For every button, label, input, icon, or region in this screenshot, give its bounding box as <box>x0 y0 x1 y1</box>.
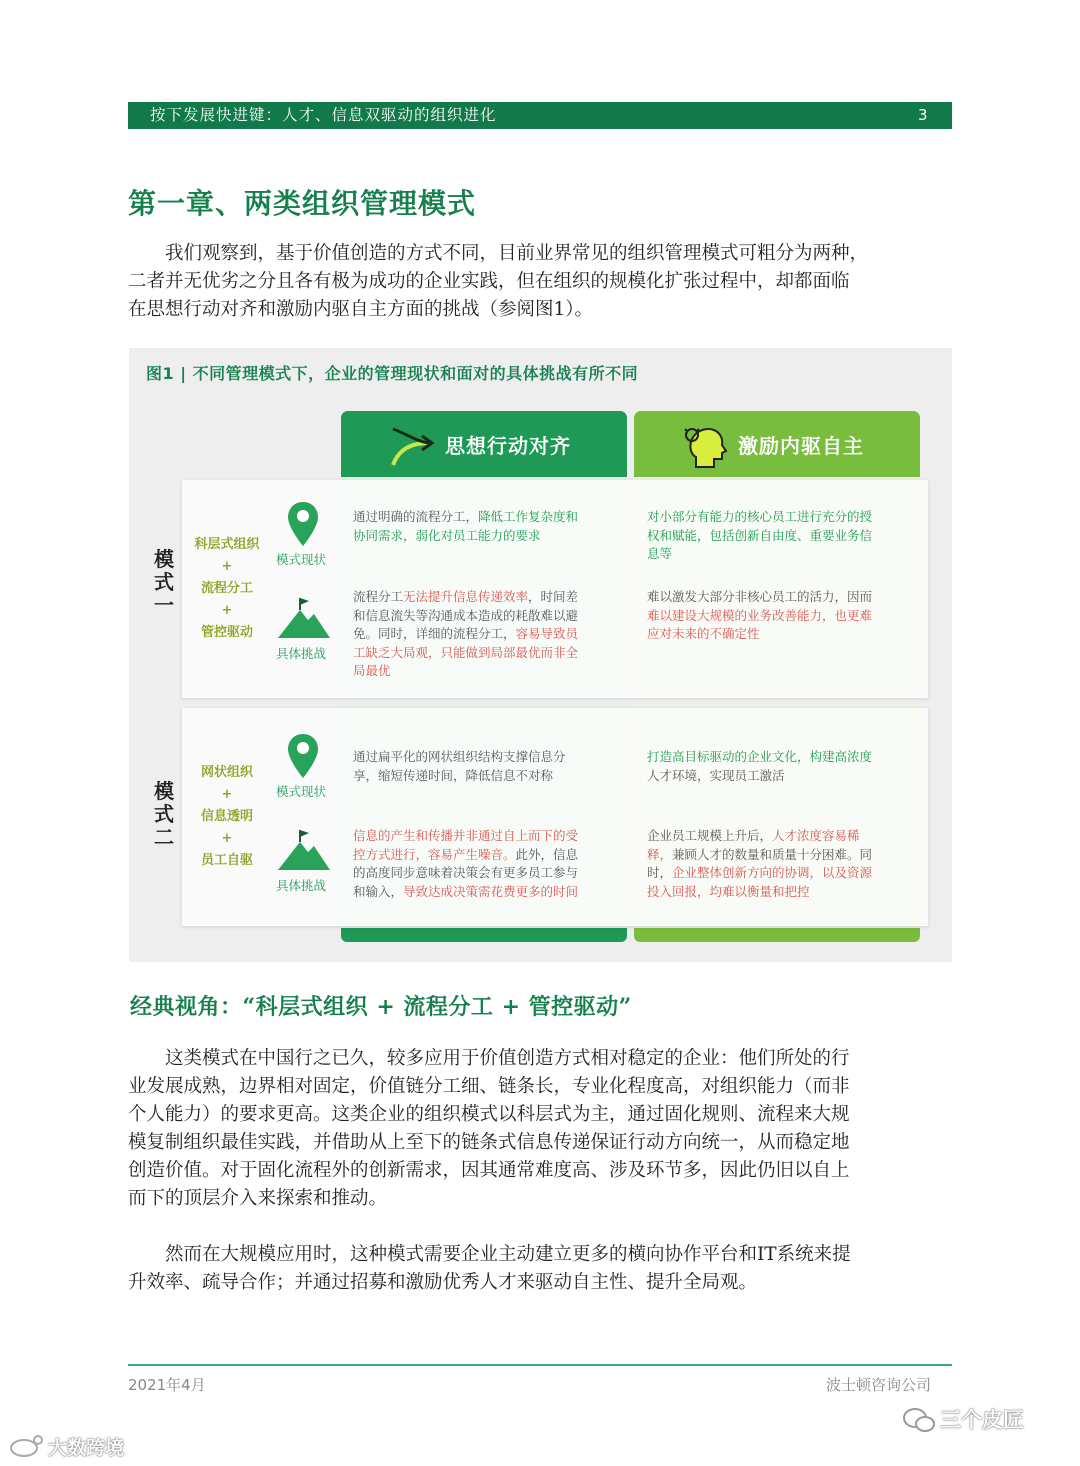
column-footer <box>341 928 627 942</box>
cell-m2-motivation-challenge <box>647 827 909 901</box>
column-footer <box>634 928 920 942</box>
body-paragraph-2 <box>128 1241 952 1297</box>
cell-text: 和信息流失等沟通成本造成的耗散难以避 <box>353 607 579 623</box>
mountain-flag-icon <box>276 828 332 872</box>
text-line: 业发展成熟，边界相对固定，价值链分工细、链条长，专业化程度高，对组织能力（而非 <box>128 1076 850 1097</box>
watermark-sangepijiang: 三个皮匠 <box>940 1408 1024 1432</box>
stack-item: 信息透明 <box>200 809 253 824</box>
cell-highlight: 无法提升信息传递效率 <box>403 589 529 604</box>
cell-highlight: 容易导致员 <box>515 626 579 641</box>
cell-highlight: 导致达成决策需花费更多的时间 <box>403 883 579 899</box>
mode-char: 模 <box>154 547 174 571</box>
cell-highlight: 信息的产生和传播并非通过自上而下的受 <box>353 828 579 843</box>
stack-item: 流程分工 <box>200 581 253 596</box>
cell-text: ，时间差 <box>528 589 579 604</box>
location-pin-icon <box>286 500 320 548</box>
plus-sign: + <box>221 559 233 574</box>
header-title: 按下发展快进键：人才、信息双驱动的组织进化 <box>150 106 497 124</box>
text-line: 这类模式在中国行之已久，较多应用于价值创造方式相对稳定的企业：他们所处的行 <box>165 1048 850 1069</box>
page-number: 3 <box>918 106 928 124</box>
cell-text: 息等 <box>647 546 673 561</box>
cell-text: 对小部分有能力的核心员工进行充分的授 <box>647 509 873 524</box>
status-label: 模式现状 <box>276 784 327 799</box>
stack-item: 网状组织 <box>200 765 253 780</box>
column-header-alignment <box>341 411 627 477</box>
arrow-curve-icon <box>389 423 437 467</box>
challenge-label: 具体挑战 <box>276 878 327 893</box>
chapter-title: 第一章、两类组织管理模式 <box>128 187 477 220</box>
mode-char: 一 <box>154 593 174 617</box>
cell-text: 享，缩短传递时间，降低信息不对称 <box>353 767 554 783</box>
mode2-stack <box>182 762 272 872</box>
column-header-label: 激励内驱自主 <box>738 434 864 458</box>
cell-text: 通过明确的流程分工， <box>353 509 479 524</box>
cell-highlight: 降低工作复杂度和 <box>478 509 579 524</box>
intro-paragraph <box>128 240 952 324</box>
column-header-label: 思想行动对齐 <box>445 434 571 458</box>
cell-m1-alignment-challenge <box>353 588 615 681</box>
cell-highlight: 人才浓度容易稀 <box>772 828 860 843</box>
cell-text: 难以激发大部分非核心员工的活力，因而 <box>647 589 873 604</box>
watermark-dashukuajing: 大数跨境 <box>48 1437 125 1459</box>
head-gear-icon <box>682 421 730 471</box>
stack-item: 科层式组织 <box>194 537 260 552</box>
mode2-label <box>152 780 176 849</box>
cell-highlight: 释， <box>647 846 673 862</box>
cell-text: 流程分工 <box>353 589 404 604</box>
cell-m2-motivation-status <box>647 748 909 785</box>
text-line: 个人能力）的要求更高。这类企业的组织模式以科层式为主，通过固化规则、流程来大规 <box>128 1104 850 1125</box>
mode1-stack <box>182 534 272 644</box>
text-line: 我们观察到，基于价值创造的方式不同，目前业界常见的组织管理模式可粗分为两种， <box>165 243 869 264</box>
status-label: 模式现状 <box>276 552 327 567</box>
cell-text: 和输入， <box>353 883 404 899</box>
text-line: 二者并无优劣之分且各有极为成功的企业实践，但在组织的规模化扩张过程中，却都面临 <box>128 271 850 292</box>
text-line: 升效率、疏导合作；并通过招募和激励优秀人才来驱动自主性、提升全局观。 <box>128 1272 758 1293</box>
cell-highlight: 局最优 <box>353 663 391 678</box>
cell-text: 人才环境，实现员工激活 <box>647 767 785 783</box>
mode-char: 式 <box>154 802 174 826</box>
cell-m2-alignment-status <box>353 748 615 785</box>
text-line: 然而在大规模应用时，这种模式需要企业主动建立更多的横向协作平台和IT系统来提 <box>165 1244 851 1265</box>
cell-text: 通过扁平化的网状组织结构支撑信息分 <box>353 749 566 764</box>
mountain-flag-icon <box>276 596 332 640</box>
text-line: 创造价值。对于固化流程外的创新需求，因其通常难度高、涉及环节多，因此仍旧以自上 <box>128 1160 850 1181</box>
location-pin-icon <box>286 732 320 780</box>
cell-text: 企业员工规模上升后， <box>647 828 773 843</box>
cell-highlight: 应对未来的不确定性 <box>647 626 760 641</box>
stack-item: 员工自驱 <box>200 853 253 868</box>
plus-sign: + <box>221 831 233 846</box>
mode-char: 二 <box>154 825 174 849</box>
cell-text: 兼顾人才的数量和质量十分困难。同 <box>672 846 873 862</box>
challenge-label: 具体挑战 <box>276 646 327 661</box>
cell-text: 的高度同步意味着决策会有更多员工参与 <box>353 865 579 880</box>
stack-item: 管控驱动 <box>200 625 253 640</box>
cell-m1-motivation-challenge <box>647 588 909 644</box>
figure-caption: 图1 | 不同管理模式下，企业的管理现状和面对的具体挑战有所不同 <box>146 364 639 383</box>
weibo-icon <box>8 1434 48 1458</box>
cell-highlight: 难以建设大规模的业务改善能力，也更难 <box>647 607 873 623</box>
cell-text: 时， <box>647 865 673 880</box>
mode-char: 式 <box>154 570 174 594</box>
section-title: 经典视角：“科层式组织 + 流程分工 + 管控驱动” <box>130 994 632 1020</box>
mode1-label <box>152 548 176 617</box>
body-paragraph-1 <box>128 1045 952 1213</box>
footer-date: 2021年4月 <box>128 1376 206 1394</box>
cell-highlight: 企业整体创新方向的协调，以及资源 <box>672 865 873 880</box>
text-line: 模复制组织最佳实践，并借助从上至下的链条式信息传递保证行动方向统一，从而稳定地 <box>128 1132 850 1153</box>
wechat-icon <box>902 1406 936 1434</box>
mode-char: 模 <box>154 779 174 803</box>
cell-text: 免。同时，详细的流程分工， <box>353 626 516 641</box>
cell-highlight: 控方式进行，容易产生噪音。 <box>353 846 516 862</box>
cell-m2-alignment-challenge <box>353 827 615 901</box>
text-line: 而下的顶层介入来探索和推动。 <box>128 1188 388 1209</box>
cell-text: 权和赋能，包括创新自由度、重要业务信 <box>647 527 873 543</box>
cell-highlight: 工缺乏大局观，只能做到局部最优而非全 <box>353 644 579 660</box>
cell-m1-motivation-status <box>647 508 909 564</box>
cell-text: 打造高目标驱动的企业文化，构建高浓度 <box>647 749 873 764</box>
footer-rule <box>128 1364 952 1366</box>
cell-text: 此外，信息 <box>515 846 579 862</box>
cell-highlight: 投入回报，均难以衡量和把控 <box>647 883 810 899</box>
column-header-motivation <box>634 411 920 477</box>
text-line: 在思想行动对齐和激励内驱自主方面的挑战（参阅图1）。 <box>128 299 594 320</box>
footer-company: 波士顿咨询公司 <box>826 1376 932 1394</box>
cell-m1-alignment-status <box>353 508 615 545</box>
cell-highlight: 协同需求，弱化对员工能力的要求 <box>353 527 541 543</box>
plus-sign: + <box>221 787 233 802</box>
plus-sign: + <box>221 603 233 618</box>
